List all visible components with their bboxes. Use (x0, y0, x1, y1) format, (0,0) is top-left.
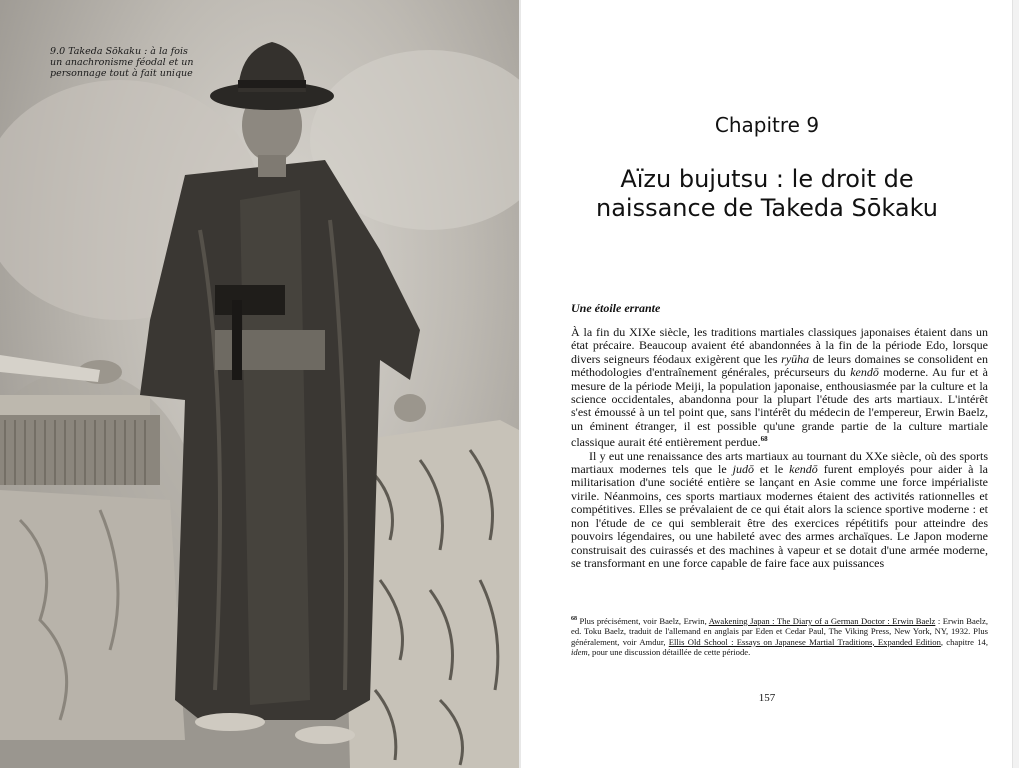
italic-term: kendō (850, 365, 879, 380)
text-run: de leurs domaines se consolident en méthodologies d'entraînement générales, précurseurs du (571, 351, 988, 380)
footnote-link-old-school[interactable]: Ellis Old School : Essays on Japanese Martial Traditions, Expanded Edition (668, 636, 941, 647)
footnote (571, 614, 988, 657)
text-run: moderne. Au fur et à mesure de la période Meiji, la population japonaise, enthousiasmée par la culture et la science occidentales, abandonna pour la plupart l'étude des arts martiaux. L'intérêt s'est émoussé à un tel point que, sans l'intérêt du médecin de l'empereur, Erwin Baelz, un éminent étranger, il est possible qu'une grande partie de la culture martiale classique aurait été entièrement perdue. (571, 365, 988, 450)
photo-caption: 9.0 Takeda Sōkaku : à la fois un anachronisme féodal et un personnage tout à fait unique (50, 46, 194, 79)
text-run: et le (753, 462, 790, 477)
paragraph-1 (571, 326, 988, 450)
text-run: Plus précisément, voir Baelz, Erwin, (577, 615, 709, 626)
section-heading: Une étoile errante (571, 301, 661, 315)
paragraph-2 (571, 450, 988, 571)
text-run: furent employés pour aider à la militarisation d'une société entière se lançant en Asie comme une force impérialiste virile. Néanmoins, ces sports martiaux modernes étaient des activités rationnelles et compétitives. Elles se prévalaient de ce qui était alors la science sportive moderne : et non l'étude de ce qui semblerait être des exercices répétitifs pour atteindre des pouvoirs légendaires, ou une habileté avec des armes archaïques. Le Japon moderne construisait des cuirassés et des machines à vapeur et se dotait d'une armée moderne, se transformant en une force capable de faire face aux puissances (571, 462, 989, 570)
footnote-number: 68 (571, 616, 577, 622)
page-number: 157 (758, 692, 776, 704)
text-run: , chapitre 14, (940, 636, 988, 647)
italic-term: idem (571, 647, 588, 658)
text-run: : Erwin Baelz, ed. Toku Baelz, traduit de l'allemand en anglais par Eden et Cedar Paul, The Viking Press, New York, NY, 1932. Plus généralement, voir Amdur, (571, 615, 988, 647)
italic-term: kendō (789, 462, 818, 477)
text-run: À la fin du XIXe siècle, les traditions martiales classiques japonaises étaient dans un état précaire. Beaucoup avaient été abandonnées à la fin de la période Edo, lorsque divers seigneurs féodaux exigèrent que les (571, 325, 988, 366)
footnote-link-awakening-japan[interactable]: Awakening Japan : The Diary of a German Doctor : Erwin Baelz (708, 615, 936, 626)
italic-term: judō (732, 462, 754, 477)
page-edge (1012, 0, 1019, 768)
chapter-label: Chapitre 9 (714, 113, 820, 137)
chapter-title: Aïzu bujutsu : le droit de naissance de Takeda Sōkaku (596, 165, 938, 222)
text-run: , pour une discussion détaillée de cette période. (587, 647, 751, 658)
italic-term: ryūha (781, 351, 810, 366)
body-text (571, 326, 988, 570)
text-page (521, 0, 1013, 768)
text-run: Il y eut une renaissance des arts martiaux au tournant du XXe siècle, où des sports martiaux modernes tels que le (571, 448, 988, 477)
footnote-reference[interactable]: 68 (760, 435, 768, 444)
